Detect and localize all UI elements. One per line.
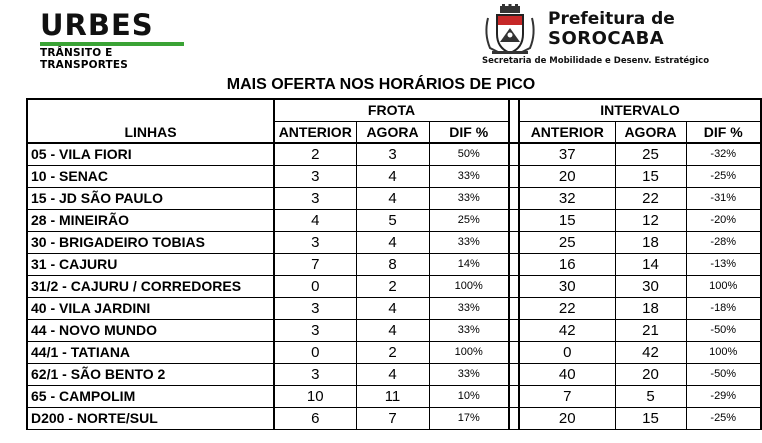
- prefeitura-secretaria: Secretaria de Mobilidade e Desenv. Estratégico: [482, 56, 710, 66]
- table-row: [27, 253, 761, 275]
- intervalo-anterior-cell: 30: [519, 275, 615, 297]
- frota-dif-cell: 17%: [429, 407, 509, 429]
- page-title: MAIS OFERTA NOS HORÁRIOS DE PICO: [226, 76, 536, 93]
- gap-cell: [509, 165, 519, 187]
- table-row: [27, 143, 761, 165]
- frota-dif-cell: 33%: [429, 165, 509, 187]
- intervalo-anterior-cell: 37: [519, 143, 615, 165]
- frota-anterior-cell: 0: [274, 275, 356, 297]
- table-column-header-row: [27, 121, 761, 143]
- frota-dif-cell: 50%: [429, 143, 509, 165]
- urbes-logo: [40, 10, 190, 71]
- intervalo-agora-cell: 5: [615, 385, 686, 407]
- prefeitura-city: SOROCABA: [548, 28, 665, 49]
- table-row: [27, 165, 761, 187]
- frota-anterior-cell: 3: [274, 297, 356, 319]
- line-name-cell: 44 - NOVO MUNDO: [27, 319, 274, 341]
- intervalo-anterior-cell: 25: [519, 231, 615, 253]
- gap-cell: [509, 275, 519, 297]
- intervalo-agora-cell: 25: [615, 143, 686, 165]
- frota-dif-cell: 100%: [429, 341, 509, 363]
- col-intervalo-agora: AGORA: [615, 121, 686, 143]
- gap-cell: [509, 209, 519, 231]
- gap-cell: [509, 385, 519, 407]
- table-row: [27, 209, 761, 231]
- table-row: [27, 341, 761, 363]
- urbes-subtitle: TRÂNSITO E TRANSPORTES: [40, 47, 129, 71]
- col-intervalo-anterior: ANTERIOR: [519, 121, 615, 143]
- intervalo-dif-cell: -31%: [686, 187, 761, 209]
- frota-agora-cell: 2: [356, 341, 429, 363]
- intervalo-dif-cell: 100%: [686, 275, 761, 297]
- table-row: [27, 231, 761, 253]
- frota-agora-cell: 3: [356, 143, 429, 165]
- frota-anterior-cell: 4: [274, 209, 356, 231]
- gap-cell: [509, 319, 519, 341]
- line-name-cell: 15 - JD SÃO PAULO: [27, 187, 274, 209]
- intervalo-agora-cell: 21: [615, 319, 686, 341]
- frota-agora-cell: 4: [356, 297, 429, 319]
- frota-dif-cell: 100%: [429, 275, 509, 297]
- frota-agora-cell: 4: [356, 231, 429, 253]
- intervalo-agora-cell: 20: [615, 363, 686, 385]
- frota-anterior-cell: 3: [274, 231, 356, 253]
- intervalo-agora-cell: 42: [615, 341, 686, 363]
- gap-cell: [509, 297, 519, 319]
- table-row: [27, 407, 761, 429]
- intervalo-agora-cell: 30: [615, 275, 686, 297]
- line-name-cell: 10 - SENAC: [27, 165, 274, 187]
- city-coat-of-arms-icon: [482, 4, 538, 56]
- intervalo-anterior-cell: 15: [519, 209, 615, 231]
- table-row: [27, 275, 761, 297]
- line-name-cell: 31/2 - CAJURU / CORREDORES: [27, 275, 274, 297]
- col-frota-dif: DIF %: [429, 121, 509, 143]
- frota-anterior-cell: 0: [274, 341, 356, 363]
- frota-agora-cell: 4: [356, 319, 429, 341]
- intervalo-dif-cell: -20%: [686, 209, 761, 231]
- frota-anterior-cell: 3: [274, 187, 356, 209]
- line-name-cell: 40 - VILA JARDINI: [27, 297, 274, 319]
- line-name-cell: 28 - MINEIRÃO: [27, 209, 274, 231]
- frota-agora-cell: 8: [356, 253, 429, 275]
- frota-anterior-cell: 10: [274, 385, 356, 407]
- intervalo-dif-cell: -29%: [686, 385, 761, 407]
- line-name-cell: 30 - BRIGADEIRO TOBIAS: [27, 231, 274, 253]
- frota-agora-cell: 7: [356, 407, 429, 429]
- line-name-cell: 44/1 - TATIANA: [27, 341, 274, 363]
- frota-dif-cell: 33%: [429, 187, 509, 209]
- intervalo-dif-cell: -25%: [686, 407, 761, 429]
- gap-cell: [509, 363, 519, 385]
- intervalo-dif-cell: -50%: [686, 363, 761, 385]
- line-name-cell: 62/1 - SÃO BENTO 2: [27, 363, 274, 385]
- table-row: [27, 297, 761, 319]
- frota-agora-cell: 4: [356, 363, 429, 385]
- frota-anterior-cell: 3: [274, 363, 356, 385]
- frota-agora-cell: 11: [356, 385, 429, 407]
- frota-agora-cell: 5: [356, 209, 429, 231]
- col-frota-anterior: ANTERIOR: [274, 121, 356, 143]
- intervalo-anterior-cell: 20: [519, 165, 615, 187]
- intervalo-dif-cell: 100%: [686, 341, 761, 363]
- gap-cell: [509, 407, 519, 429]
- gap-cell: [509, 231, 519, 253]
- group-frota: FROTA: [274, 99, 509, 121]
- gap-cell: [509, 253, 519, 275]
- frota-anterior-cell: 2: [274, 143, 356, 165]
- table-row: [27, 187, 761, 209]
- frota-agora-cell: 2: [356, 275, 429, 297]
- intervalo-dif-cell: -25%: [686, 165, 761, 187]
- intervalo-agora-cell: 14: [615, 253, 686, 275]
- table-row: [27, 319, 761, 341]
- intervalo-agora-cell: 15: [615, 407, 686, 429]
- gap-cell: [509, 143, 519, 165]
- line-name-cell: 31 - CAJURU: [27, 253, 274, 275]
- frota-anterior-cell: 3: [274, 319, 356, 341]
- table-row: [27, 385, 761, 407]
- line-name-cell: 65 - CAMPOLIM: [27, 385, 274, 407]
- frota-dif-cell: 14%: [429, 253, 509, 275]
- intervalo-anterior-cell: 32: [519, 187, 615, 209]
- intervalo-dif-cell: -28%: [686, 231, 761, 253]
- col-frota-agora: AGORA: [356, 121, 429, 143]
- frota-anterior-cell: 3: [274, 165, 356, 187]
- col-linhas: LINHAS: [27, 121, 274, 143]
- intervalo-agora-cell: 22: [615, 187, 686, 209]
- frota-dif-cell: 10%: [429, 385, 509, 407]
- intervalo-anterior-cell: 40: [519, 363, 615, 385]
- frota-dif-cell: 33%: [429, 231, 509, 253]
- frota-agora-cell: 4: [356, 165, 429, 187]
- intervalo-anterior-cell: 20: [519, 407, 615, 429]
- table-row: [27, 363, 761, 385]
- frota-agora-cell: 4: [356, 187, 429, 209]
- intervalo-dif-cell: -18%: [686, 297, 761, 319]
- gap-cell: [509, 187, 519, 209]
- urbes-green-bar: [40, 42, 184, 46]
- col-intervalo-dif: DIF %: [686, 121, 761, 143]
- gap-cell: [509, 341, 519, 363]
- intervalo-anterior-cell: 0: [519, 341, 615, 363]
- table-group-header-row: [27, 99, 761, 121]
- intervalo-dif-cell: -13%: [686, 253, 761, 275]
- intervalo-anterior-cell: 16: [519, 253, 615, 275]
- line-name-cell: D200 - NORTE/SUL: [27, 407, 274, 429]
- intervalo-agora-cell: 12: [615, 209, 686, 231]
- intervalo-anterior-cell: 22: [519, 297, 615, 319]
- bus-lines-table: [26, 98, 762, 430]
- frota-anterior-cell: 7: [274, 253, 356, 275]
- intervalo-dif-cell: -32%: [686, 143, 761, 165]
- frota-anterior-cell: 6: [274, 407, 356, 429]
- urbes-name: URBES: [40, 8, 154, 42]
- frota-dif-cell: 33%: [429, 363, 509, 385]
- intervalo-agora-cell: 15: [615, 165, 686, 187]
- intervalo-anterior-cell: 42: [519, 319, 615, 341]
- line-name-cell: 05 - VILA FIORI: [27, 143, 274, 165]
- intervalo-anterior-cell: 7: [519, 385, 615, 407]
- intervalo-agora-cell: 18: [615, 231, 686, 253]
- frota-dif-cell: 25%: [429, 209, 509, 231]
- intervalo-dif-cell: -50%: [686, 319, 761, 341]
- group-intervalo: INTERVALO: [519, 99, 761, 121]
- prefeitura-title: Prefeitura de: [548, 9, 675, 29]
- intervalo-agora-cell: 18: [615, 297, 686, 319]
- prefeitura-logo: [482, 4, 710, 70]
- frota-dif-cell: 33%: [429, 319, 509, 341]
- frota-dif-cell: 33%: [429, 297, 509, 319]
